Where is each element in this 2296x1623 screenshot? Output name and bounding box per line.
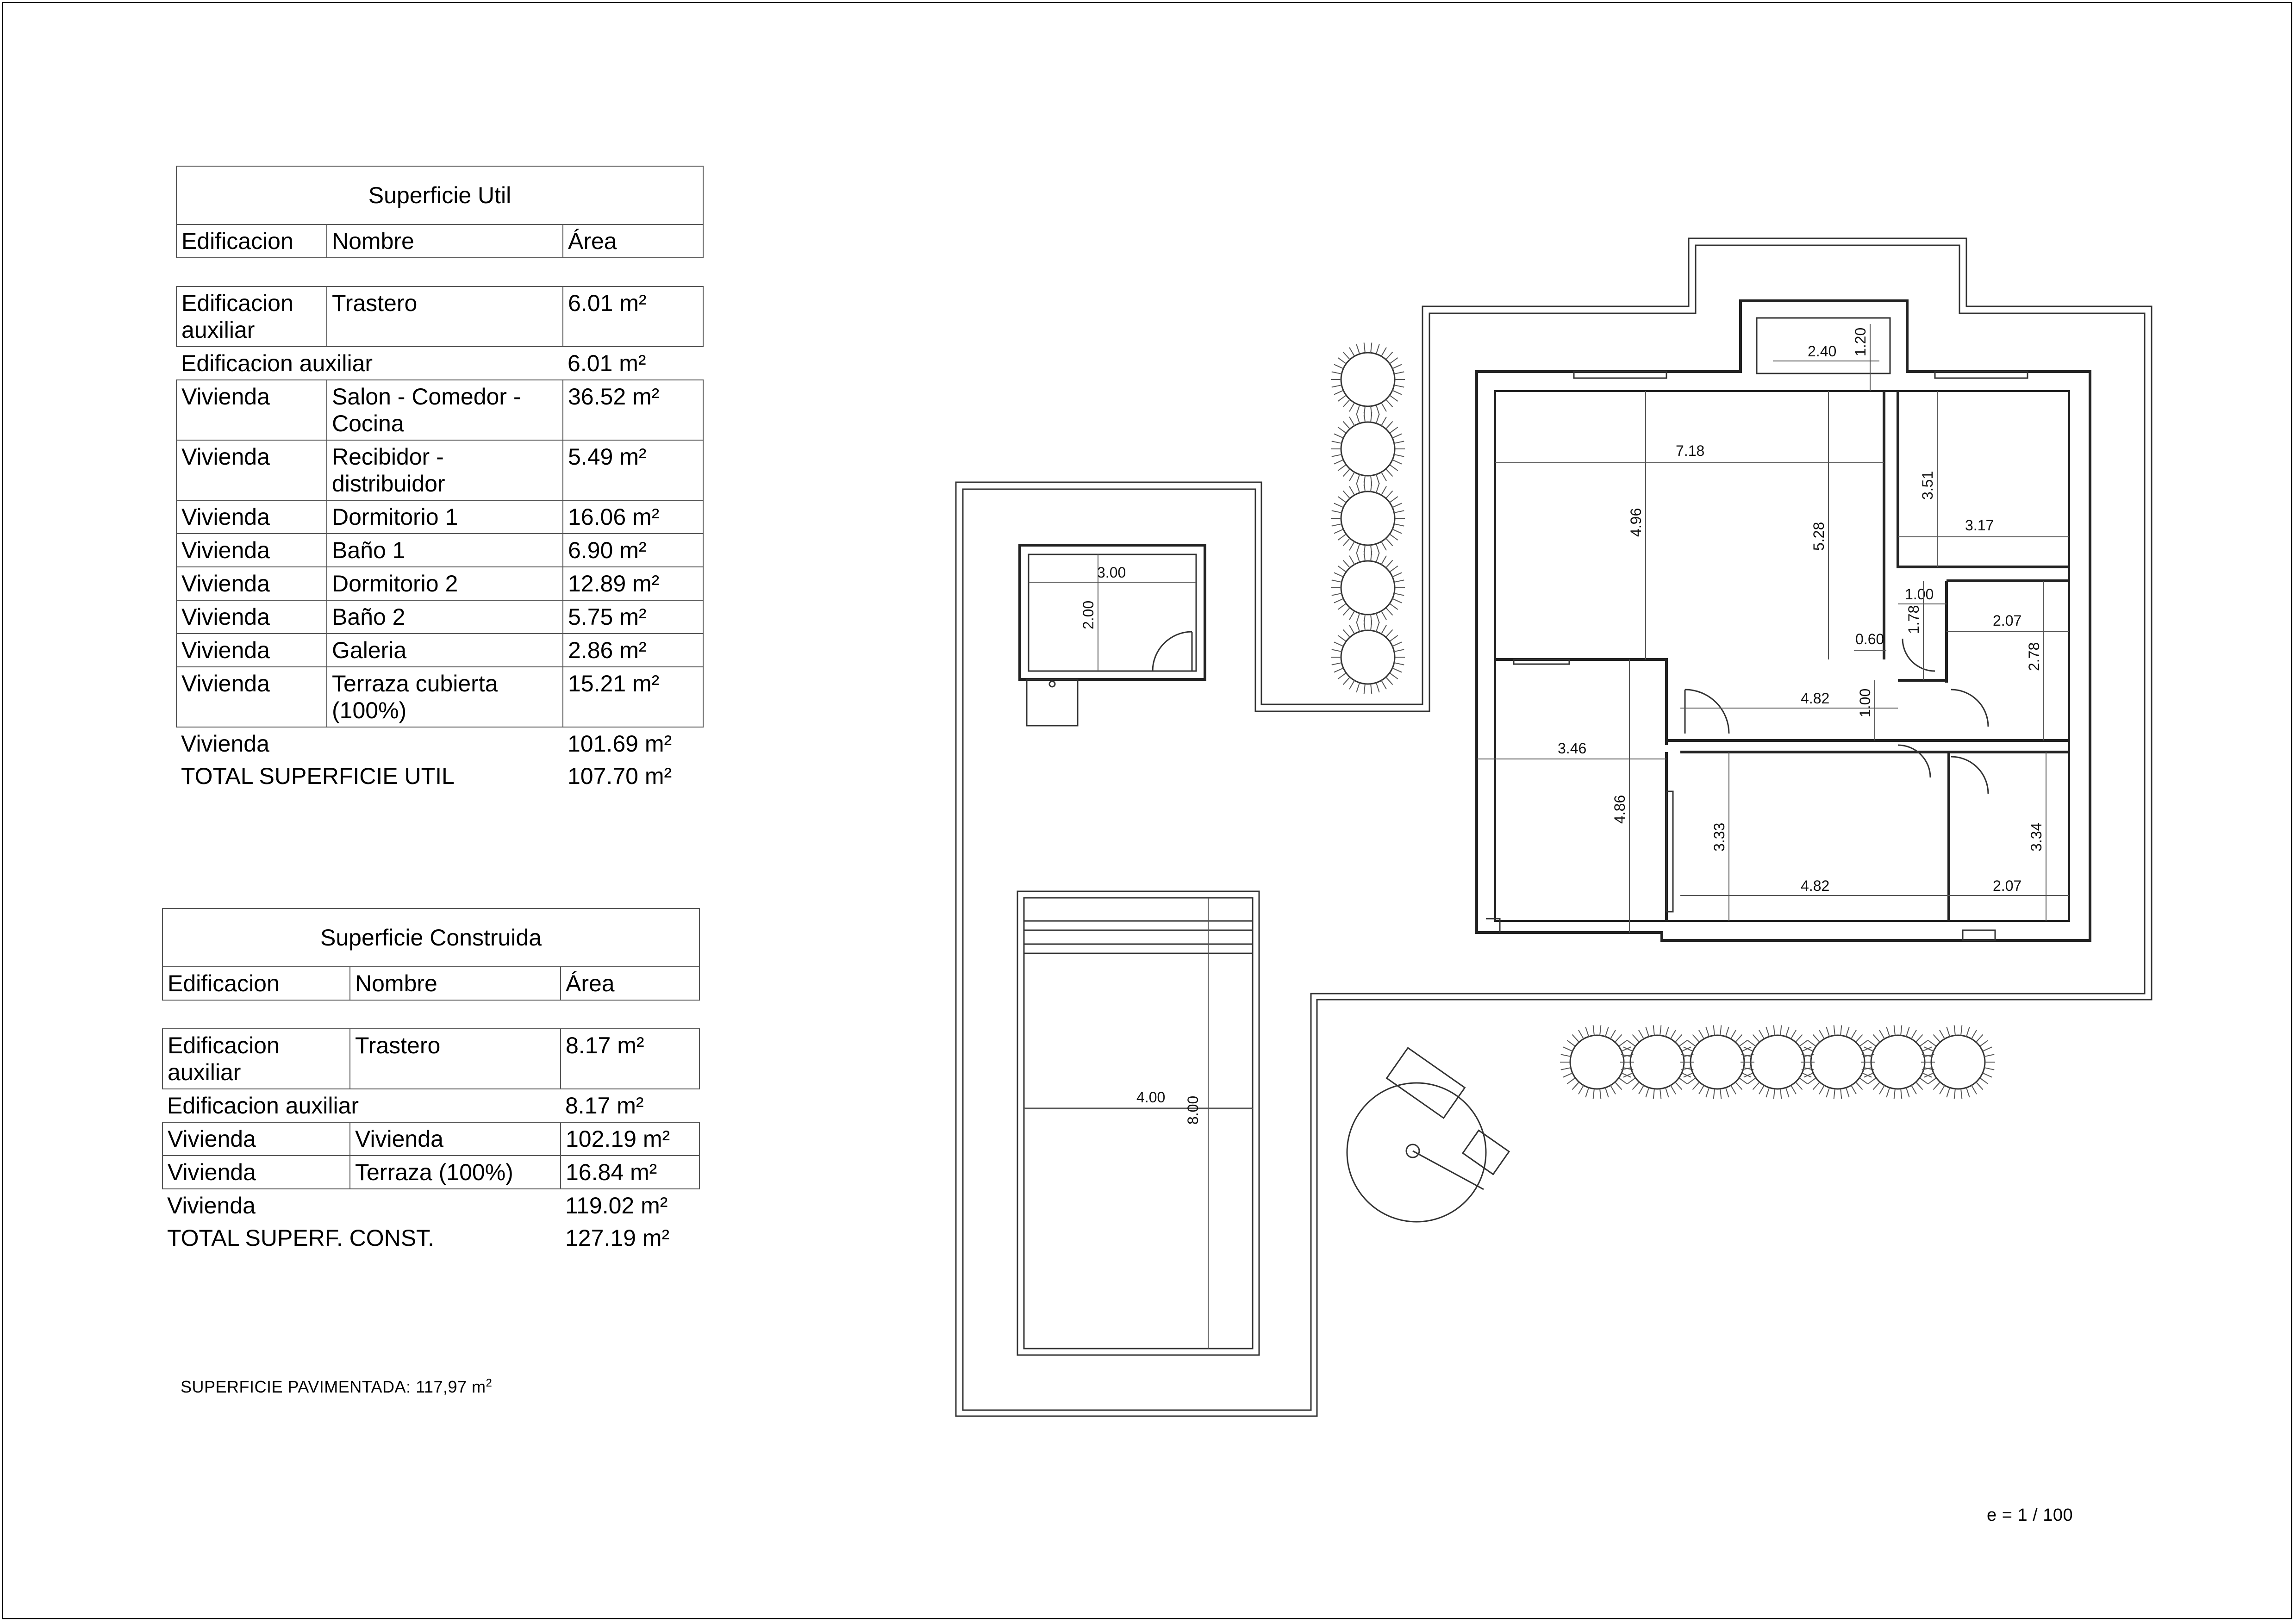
cell-edificacion: Edificacion auxiliar	[176, 286, 327, 347]
total-label: TOTAL SUPERFICIE UTIL	[181, 763, 455, 789]
cell-edificacion: Vivienda	[162, 1156, 350, 1189]
cell-edificacion: Edificacion auxiliar	[162, 1029, 350, 1089]
dimension-label: 2.07	[1993, 612, 2022, 629]
dimension-label: 0.60	[1855, 631, 1884, 647]
cell-edificacion: Vivienda	[176, 567, 327, 600]
cell-area: 8.17 m²	[561, 1029, 699, 1089]
cell-edificacion: Vivienda	[176, 600, 327, 634]
cell-nombre: Trastero	[350, 1029, 561, 1089]
cell-area: 12.89 m²	[563, 567, 703, 600]
cell-edificacion: Vivienda	[176, 634, 327, 667]
total-area: 107.70 m²	[568, 763, 672, 789]
planter-icon	[1570, 1035, 1624, 1089]
table-title: Superficie Util	[176, 166, 703, 224]
cell-nombre: Vivienda	[350, 1122, 561, 1156]
dimension-label: 2.78	[2026, 642, 2042, 671]
cell-edificacion: Vivienda	[176, 440, 327, 500]
subtotal-area: 119.02 m²	[565, 1193, 668, 1219]
dimension-label: 2.07	[1993, 877, 2022, 894]
dimension-label: 7.18	[1676, 442, 1705, 459]
dimension-label: 4.82	[1801, 877, 1830, 894]
dimension-label: 1.00	[1905, 586, 1934, 603]
cell-nombre: Recibidor - distribuidor	[327, 440, 563, 500]
dimension-label: 2.40	[1808, 343, 1837, 360]
planter-icon	[1630, 1035, 1684, 1089]
header-area: Área	[563, 224, 703, 258]
cell-edificacion: Vivienda	[176, 667, 327, 727]
dimension-label: 4.00	[1136, 1089, 1166, 1106]
dimension-label: 5.28	[1810, 522, 1827, 551]
dimension-label: 4.96	[1628, 508, 1644, 537]
cell-area: 5.49 m²	[563, 440, 703, 500]
planter-icon	[1341, 561, 1395, 615]
total-area: 127.19 m²	[565, 1225, 670, 1251]
cell-nombre: Terraza cubierta (100%)	[327, 667, 563, 727]
subtotal-label: Edificacion auxiliar	[167, 1093, 359, 1119]
planter-icon	[1341, 353, 1395, 406]
subtotal-label: Vivienda	[167, 1193, 256, 1219]
paved-surface-superscript: 2	[486, 1377, 493, 1389]
planter-icon	[1341, 422, 1395, 476]
header-edificacion: Edificacion	[176, 224, 327, 258]
planter-icon	[1751, 1035, 1804, 1089]
header-edificacion: Edificacion	[162, 967, 350, 1000]
cell-nombre: Galeria	[327, 634, 563, 667]
cell-area: 2.86 m²	[563, 634, 703, 667]
subtotal-label: Edificacion auxiliar	[181, 350, 373, 376]
swimming-pool	[1017, 891, 1259, 1355]
cell-area: 36.52 m²	[563, 380, 703, 440]
dimension-label: 2.00	[1080, 600, 1097, 629]
cell-nombre: Baño 1	[327, 534, 563, 567]
planter-icon	[1341, 630, 1395, 684]
subtotal-area: 101.69 m²	[568, 731, 672, 757]
cell-area: 6.01 m²	[563, 286, 703, 347]
subtotal-label: Vivienda	[181, 731, 269, 757]
cell-edificacion: Vivienda	[176, 380, 327, 440]
cell-nombre: Dormitorio 1	[327, 500, 563, 534]
planter-icon	[1931, 1035, 1985, 1089]
dimension-label: 4.86	[1611, 795, 1628, 824]
cell-area: 5.75 m²	[563, 600, 703, 634]
dimension-label: 3.51	[1919, 471, 1936, 500]
cell-nombre: Terraza (100%)	[350, 1156, 561, 1189]
dimension-label: 3.46	[1558, 740, 1587, 757]
total-label: TOTAL SUPERF. CONST.	[167, 1225, 434, 1251]
subtotal-area: 8.17 m²	[565, 1093, 644, 1119]
dimension-label: 8.00	[1185, 1095, 1201, 1125]
cell-area: 102.19 m²	[561, 1122, 699, 1156]
dimension-label: 3.33	[1711, 822, 1728, 852]
patio-table	[1347, 1048, 1509, 1222]
planter-icon	[1811, 1035, 1865, 1089]
cell-edificacion: Vivienda	[176, 500, 327, 534]
planter-icon	[1691, 1035, 1744, 1089]
header-area: Área	[561, 967, 699, 1000]
cell-area: 15.21 m²	[563, 667, 703, 727]
dimension-label: 3.34	[2028, 822, 2045, 852]
planter-column	[1331, 342, 1405, 694]
header-nombre: Nombre	[350, 967, 561, 1000]
dimension-label: 1.78	[1905, 605, 1922, 634]
subtotal-area: 6.01 m²	[568, 350, 646, 376]
cell-edificacion: Vivienda	[176, 534, 327, 567]
cell-nombre: Trastero	[327, 286, 563, 347]
cell-nombre: Salon - Comedor - Cocina	[327, 380, 563, 440]
cell-nombre: Dormitorio 2	[327, 567, 563, 600]
cell-area: 16.84 m²	[561, 1156, 699, 1189]
planter-icon	[1341, 491, 1395, 545]
dimension-label: 1.00	[1857, 688, 1873, 717]
paved-surface-text: SUPERFICIE PAVIMENTADA: 117,97 m	[181, 1377, 486, 1396]
cell-nombre: Baño 2	[327, 600, 563, 634]
planter-row	[1560, 1025, 1995, 1099]
dimension-label: 4.82	[1801, 690, 1830, 707]
dimension-label: 3.00	[1097, 564, 1126, 581]
dimension-label: 3.17	[1965, 517, 1994, 534]
planter-icon	[1871, 1035, 1925, 1089]
table-title: Superficie Construida	[162, 908, 699, 967]
dimension-label: 1.20	[1852, 327, 1869, 356]
scale-note: e = 1 / 100	[1987, 1505, 2073, 1525]
cell-edificacion: Vivienda	[162, 1122, 350, 1156]
cell-area: 6.90 m²	[563, 534, 703, 567]
cell-area: 16.06 m²	[563, 500, 703, 534]
header-nombre: Nombre	[327, 224, 563, 258]
